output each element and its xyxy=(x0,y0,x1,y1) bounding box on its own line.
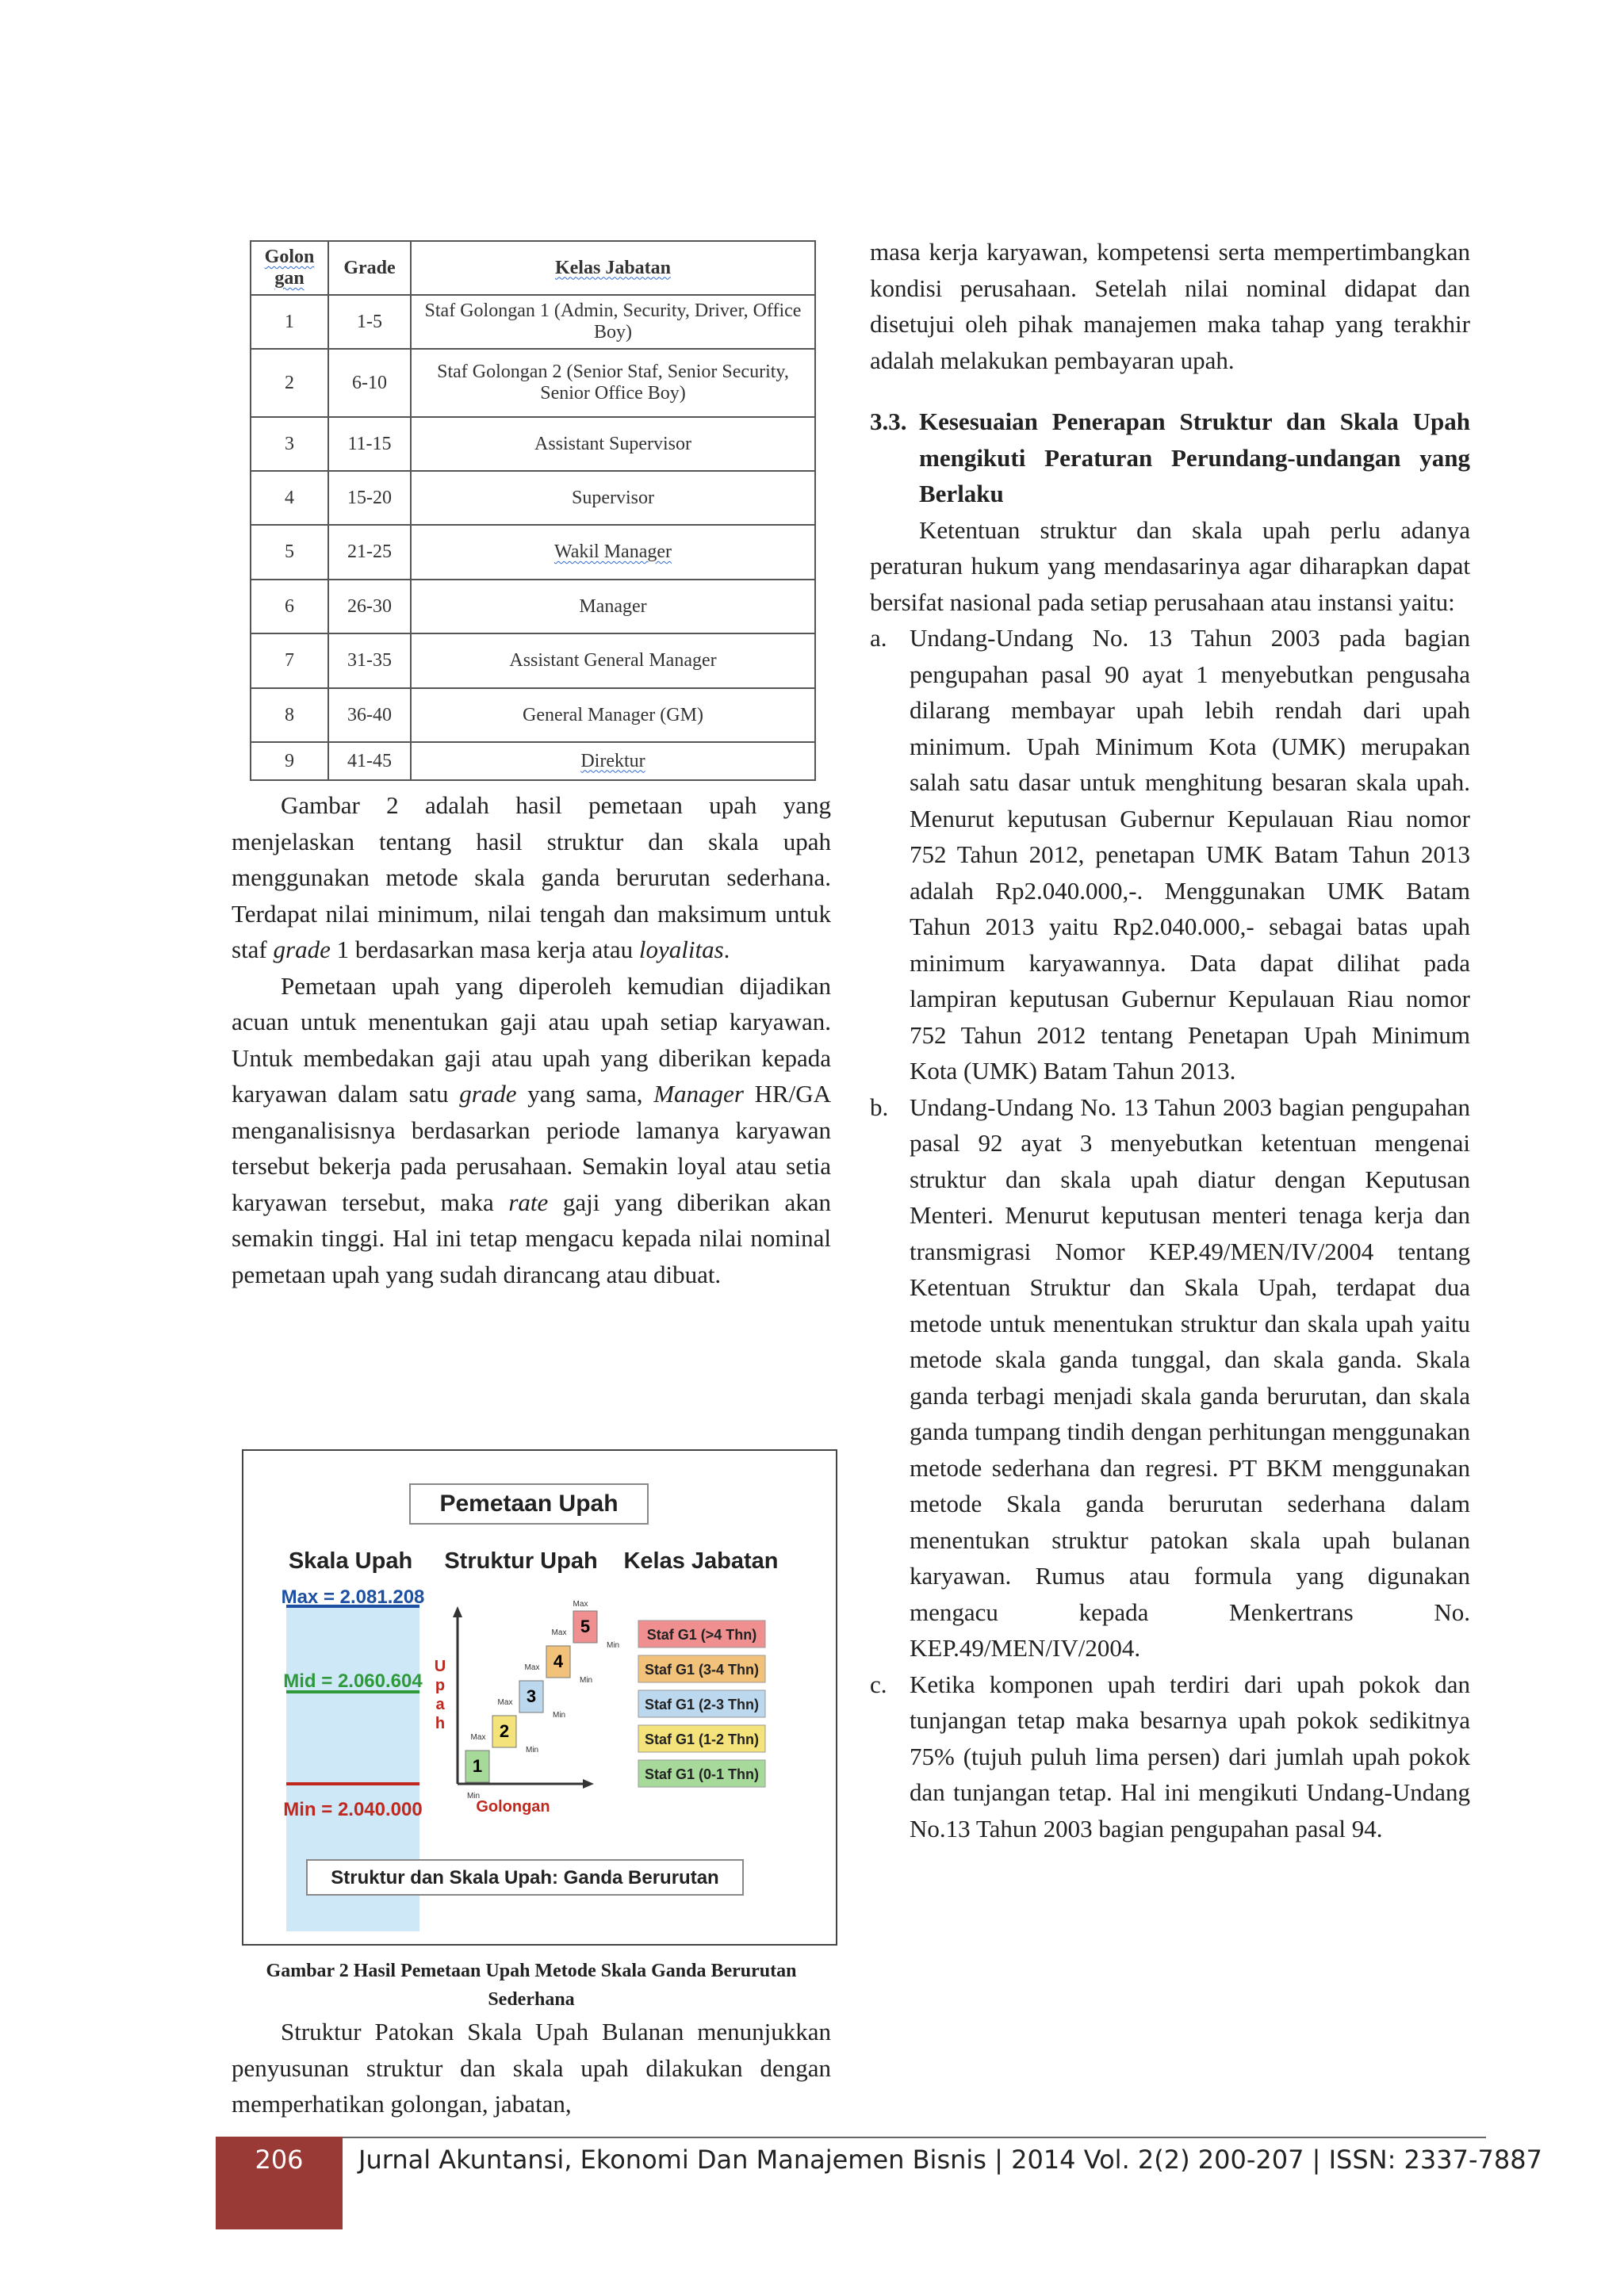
table-header-kelas: Kelas Jabatan xyxy=(411,241,815,295)
min-small-label: Min xyxy=(607,1641,620,1650)
upah-letter: p xyxy=(435,1677,446,1694)
kelas-label: Staf G1 (2-3 Thn) xyxy=(644,1697,760,1712)
max-small-label: Max xyxy=(470,1733,486,1742)
min-small-label: Min xyxy=(553,1711,566,1720)
paragraph: masa kerja karyawan, kompetensi serta mempertimbangkan kondisi perusahaan. Setelah nilai nominal didapat dan disetujui oleh pihak manajemen maka tahap yang terakhir adalah melakukan pembayaran upah. xyxy=(870,238,1470,374)
section-heading: 3.3. Kesesuaian Penerapan Struktur dan Skala Upah mengikuti Peraturan Perundang-undangan yang Berlaku xyxy=(870,408,1470,507)
paragraph: Gambar 2 adalah hasil pemetaan upah yang menjelaskan tentang hasil struktur dan skala upah menggunakan metode skala ganda berurutan sederhana. Terdapat nilai minimum, nilai tengah dan maksimum untuk staf grade 1 berdasarkan masa kerja atau loyalitas. xyxy=(232,791,831,963)
kelas-label: Staf G1 (3-4 Thn) xyxy=(644,1662,760,1678)
table-header-golongan: Golon gan xyxy=(251,241,328,295)
col-kelas-jabatan: Kelas Jabatan xyxy=(623,1548,779,1574)
table-row: 2 6-10 Staf Golongan 2 (Senior Staf, Senior Security, Senior Office Boy) xyxy=(251,349,815,417)
step-label: 5 xyxy=(580,1617,591,1636)
step-label: 1 xyxy=(472,1756,483,1776)
kelas-label: Staf G1 (1-2 Thn) xyxy=(644,1732,760,1747)
max-value: Max = 2.081.208 xyxy=(281,1586,425,1608)
upah-letter: U xyxy=(434,1658,446,1675)
table-row: 9 41-45 Direktur xyxy=(251,742,815,780)
min-line xyxy=(286,1782,419,1785)
paragraph: Ketentuan struktur dan skala upah perlu adanya peraturan hukum yang mendasarinya agar diharapkan dapat bersifat nasional pada setiap perusahaan atau instansi yaitu: xyxy=(870,515,1470,616)
table-row: 5 21-25 Wakil Manager xyxy=(251,525,815,580)
mid-value: Mid = 2.060.604 xyxy=(283,1670,423,1692)
left-column-bottom xyxy=(232,2014,831,2122)
max-small-label: Max xyxy=(497,1698,513,1707)
table-header-grade: Grade xyxy=(328,241,411,295)
table-row: 6 26-30 Manager xyxy=(251,580,815,633)
step-label: 4 xyxy=(553,1651,564,1671)
right-column xyxy=(870,234,1470,1846)
step-label: 2 xyxy=(499,1721,510,1741)
max-small-label: Max xyxy=(551,1628,567,1637)
table-row: 3 11-15 Assistant Supervisor xyxy=(251,417,815,471)
table-row: 7 31-35 Assistant General Manager xyxy=(251,633,815,688)
max-small-label: Max xyxy=(573,1600,588,1609)
bottom-label: Struktur dan Skala Upah: Ganda Berurutan xyxy=(331,1867,719,1888)
min-small-label: Min xyxy=(526,1746,539,1755)
kelas-label: Staf G1 (>4 Thn) xyxy=(646,1627,757,1643)
upah-letter: h xyxy=(435,1715,446,1732)
y-axis-arrow xyxy=(453,1606,462,1617)
table-row: 4 15-20 Supervisor xyxy=(251,471,815,525)
regulation-list xyxy=(870,620,1470,1846)
min-small-label: Min xyxy=(580,1676,593,1685)
upah-letter: a xyxy=(435,1696,445,1713)
pemetaan-upah-figure xyxy=(242,1449,837,1946)
max-small-label: Max xyxy=(524,1663,540,1672)
left-column xyxy=(232,787,831,1292)
kelas-label: Staf G1 (0-1 Thn) xyxy=(644,1766,760,1782)
table-row: 8 36-40 General Manager (GM) xyxy=(251,688,815,742)
golongan-grade-table xyxy=(250,240,816,781)
x-axis-arrow xyxy=(583,1779,594,1789)
col-skala-upah: Skala Upah xyxy=(288,1548,413,1574)
min-small-label: Min xyxy=(466,1792,481,1800)
list-item: c. Ketika komponen upah terdiri dari upah pokok dan tunjangan tetap maka besarnya upah pokok sedikitnya 75% (tujuh puluh lima persen) dari jumlah upah pokok dan tunjangan tetap. Hal ini mengikuti Undang-Undang No.13 Tahun 2003 bagian pengupahan pasal 94. xyxy=(870,1670,1470,1843)
paragraph: Struktur Patokan Skala Upah Bulanan menunjukkan penyusunan struktur dan skala upah dilakukan dengan memperhatikan golongan, jabatan, xyxy=(232,2018,831,2118)
table-row: 1 1-5 Staf Golongan 1 (Admin, Security, Driver, Office Boy) xyxy=(251,295,815,349)
page-number: 206 xyxy=(255,2145,304,2175)
list-item: b. Undang-Undang No. 13 Tahun 2003 bagian pengupahan pasal 92 ayat 3 menyebutkan ketentuan mengenai struktur dan skala upah diatur dengan Keputusan Menteri. Menurut keputusan menteri tenaga kerja dan transmigrasi Nomor KEP.49/MEN/IV/2004 tentang Ketentuan Struktur dan Skala Upah, terdapat dua metode untuk menentukan struktur dan skala upah yaitu metode skala ganda tunggal, dan skala ganda. Skala ganda terbagi menjadi skala ganda berurutan, dan skala ganda tumpang tindih dengan perhitungan menggunakan metode sederhana dan regresi. PT BKM menggunakan metode Skala ganda berurutan sederhana dalam menentukan struktur patokan skala upah bulanan karyawan. Rumus atau formula yang digunakan mengacu kepada Menkertrans No. KEP.49/MEN/IV/2004. xyxy=(870,1093,1470,1662)
list-item: a. Undang-Undang No. 13 Tahun 2003 pada bagian pengupahan pasal 90 ayat 1 menyebutkan pengusaha dilarang membayar upah lebih rendah dari upah minimum. Upah Minimum Kota (UMK) merupakan salah satu dasar untuk menghitung besaran skala upah. Menurut keputusan Gubernur Kepulauan Riau nomor 752 Tahun 2012, penetapan UMK Batam Tahun 2013 adalah Rp2.040.000,-. Menggunakan UMK Batam Tahun 2013 yaitu Rp2.040.000,- sebagai batas upah minimum karyawannya. Data dapat dilihat pada lampiran keputusan Gubernur Kepulauan Riau nomor 752 Tahun 2012 tentang Penetapan Upah Minimum Kota (UMK) Batam Tahun 2013. xyxy=(870,624,1470,1085)
step-label: 3 xyxy=(526,1686,537,1706)
min-value: Min = 2.040.000 xyxy=(283,1799,423,1820)
journal-footer: Jurnal Akuntansi, Ekonomi Dan Manajemen Bisnis | 2014 Vol. 2(2) 200-207 | ISSN: 2337-7887 xyxy=(358,2145,1542,2175)
col-struktur-upah: Struktur Upah xyxy=(444,1548,598,1574)
paragraph: Pemetaan upah yang diperoleh kemudian dijadikan acuan untuk menentukan gaji atau upah setiap karyawan. Untuk membedakan gaji atau upah yang diberikan kepada karyawan dalam satu grade yang sama, Manager HR/GA menganalisisnya berdasarkan periode lamanya karyawan tersebut bekerja pada perusahaan. Semakin loyal atau setia karyawan tersebut, maka rate gaji yang diberikan akan semakin tinggi. Hal ini tetap mengacu kepada nilai nominal pemetaan upah yang sudah dirancang atau dibuat. xyxy=(232,971,832,1288)
golongan-axis-label: Golongan xyxy=(476,1798,550,1816)
footer-rule xyxy=(343,2137,1486,2138)
figure-caption: Gambar 2 Hasil Pemetaan Upah Metode Skala Ganda Berurutan Sederhana xyxy=(266,1961,797,2010)
figure-title: Pemetaan Upah xyxy=(439,1490,619,1517)
